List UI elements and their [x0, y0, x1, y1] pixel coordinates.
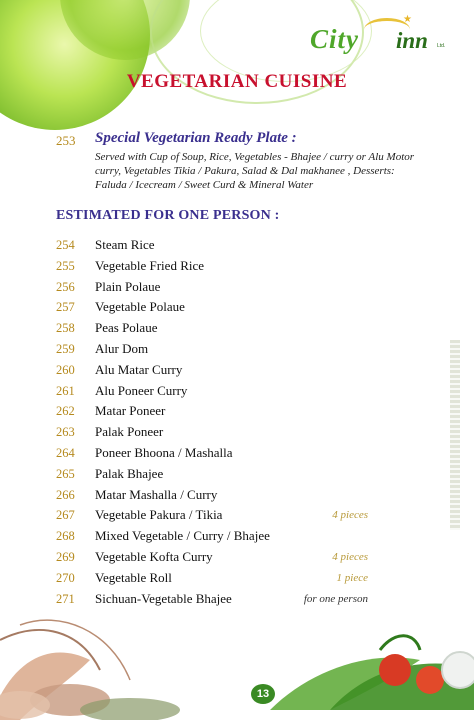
menu-item: [0, 382, 474, 403]
menu-item: [0, 319, 474, 340]
special-item-number: 253: [56, 133, 76, 148]
item-number: 261: [56, 383, 75, 398]
item-note: 4 pieces: [332, 550, 368, 563]
menu-item: [0, 402, 474, 423]
item-number: 262: [56, 404, 75, 419]
item-name: Plain Polaue: [95, 278, 161, 294]
item-note: 4 pieces: [332, 509, 368, 522]
menu-item: [0, 506, 474, 527]
item-name: Vegetable Pakura / Tikia: [95, 507, 223, 523]
menu-item: [0, 298, 474, 319]
item-number: 255: [56, 258, 75, 273]
estimated-heading: ESTIMATED FOR ONE PERSON :: [56, 208, 280, 223]
item-note: 1 piece: [336, 571, 368, 584]
item-name: Alur Dom: [95, 340, 149, 356]
logo-ltd-text: Ltd.: [437, 43, 446, 49]
item-number: 267: [56, 508, 75, 523]
side-decorative-text: [450, 340, 460, 530]
item-number: 263: [56, 425, 75, 440]
item-name: Matar Mashalla / Curry: [95, 486, 218, 502]
item-name: Matar Poneer: [95, 403, 166, 419]
item-number: 258: [56, 321, 75, 336]
menu-list: [0, 236, 474, 610]
page-number-badge: [251, 684, 275, 704]
city-inn-logo: [310, 14, 450, 58]
item-number: 256: [56, 279, 75, 294]
item-number: 269: [56, 549, 75, 564]
item-name: Vegetable Kofta Curry: [95, 548, 213, 564]
menu-item: [0, 444, 474, 465]
logo-star-icon: ★: [403, 14, 412, 25]
item-name: Vegetable Polaue: [95, 299, 185, 315]
item-number: 260: [56, 362, 75, 377]
item-name: Peas Polaue: [95, 320, 158, 336]
menu-item: [0, 548, 474, 569]
item-number: 265: [56, 466, 75, 481]
menu-item: [0, 236, 474, 257]
item-name: Vegetable Fried Rice: [95, 257, 205, 273]
special-item-title: Special Vegetarian Ready Plate :: [95, 130, 297, 146]
item-name: Sichuan-Vegetable Bhajee: [95, 590, 232, 606]
item-name: Alu Poneer Curry: [95, 382, 188, 398]
item-name: Palak Bhajee: [95, 465, 164, 481]
special-item-description: Served with Cup of Soup, Rice, Vegetables - Bhajee / curry or Alu Motor curry, Vegetables Tikia / Pakura, Salad & Dal makhanee , Desserts: Faluda / Icecream / Sweet Curd & Mineral Water: [95, 151, 415, 191]
menu-item: [0, 278, 474, 299]
menu-item: [0, 257, 474, 278]
item-name: Mixed Vegetable / Curry / Bhajee: [95, 528, 270, 544]
item-number: 254: [56, 238, 75, 252]
item-note: for one person: [303, 592, 368, 605]
item-number: 268: [56, 529, 75, 544]
item-name: Steam Rice: [95, 237, 155, 252]
menu-item: [0, 527, 474, 548]
page-number: 13: [256, 688, 270, 700]
item-number: 257: [56, 300, 75, 315]
vegetables-decoration: [270, 610, 474, 710]
logo-inn-text: inn: [396, 28, 428, 53]
item-number: 264: [56, 445, 75, 460]
item-name: Vegetable Roll: [95, 569, 172, 585]
item-name: Alu Matar Curry: [95, 361, 183, 377]
menu-item: [0, 423, 474, 444]
shrimp-vegetable-decoration: [0, 600, 210, 720]
logo-city-text: City: [310, 24, 359, 54]
menu-item: [0, 465, 474, 486]
menu-item: [0, 361, 474, 382]
item-name: Poneer Bhoona / Mashalla: [95, 444, 233, 460]
item-number: 266: [56, 487, 75, 502]
item-number: 259: [56, 341, 75, 356]
menu-item: [0, 340, 474, 361]
menu-item: [0, 486, 474, 507]
item-number: 271: [56, 591, 75, 606]
page-title: VEGETARIAN CUISINE: [126, 71, 348, 92]
item-name: Palak Poneer: [95, 424, 164, 440]
item-number: 270: [56, 570, 75, 585]
menu-item: [0, 569, 474, 590]
